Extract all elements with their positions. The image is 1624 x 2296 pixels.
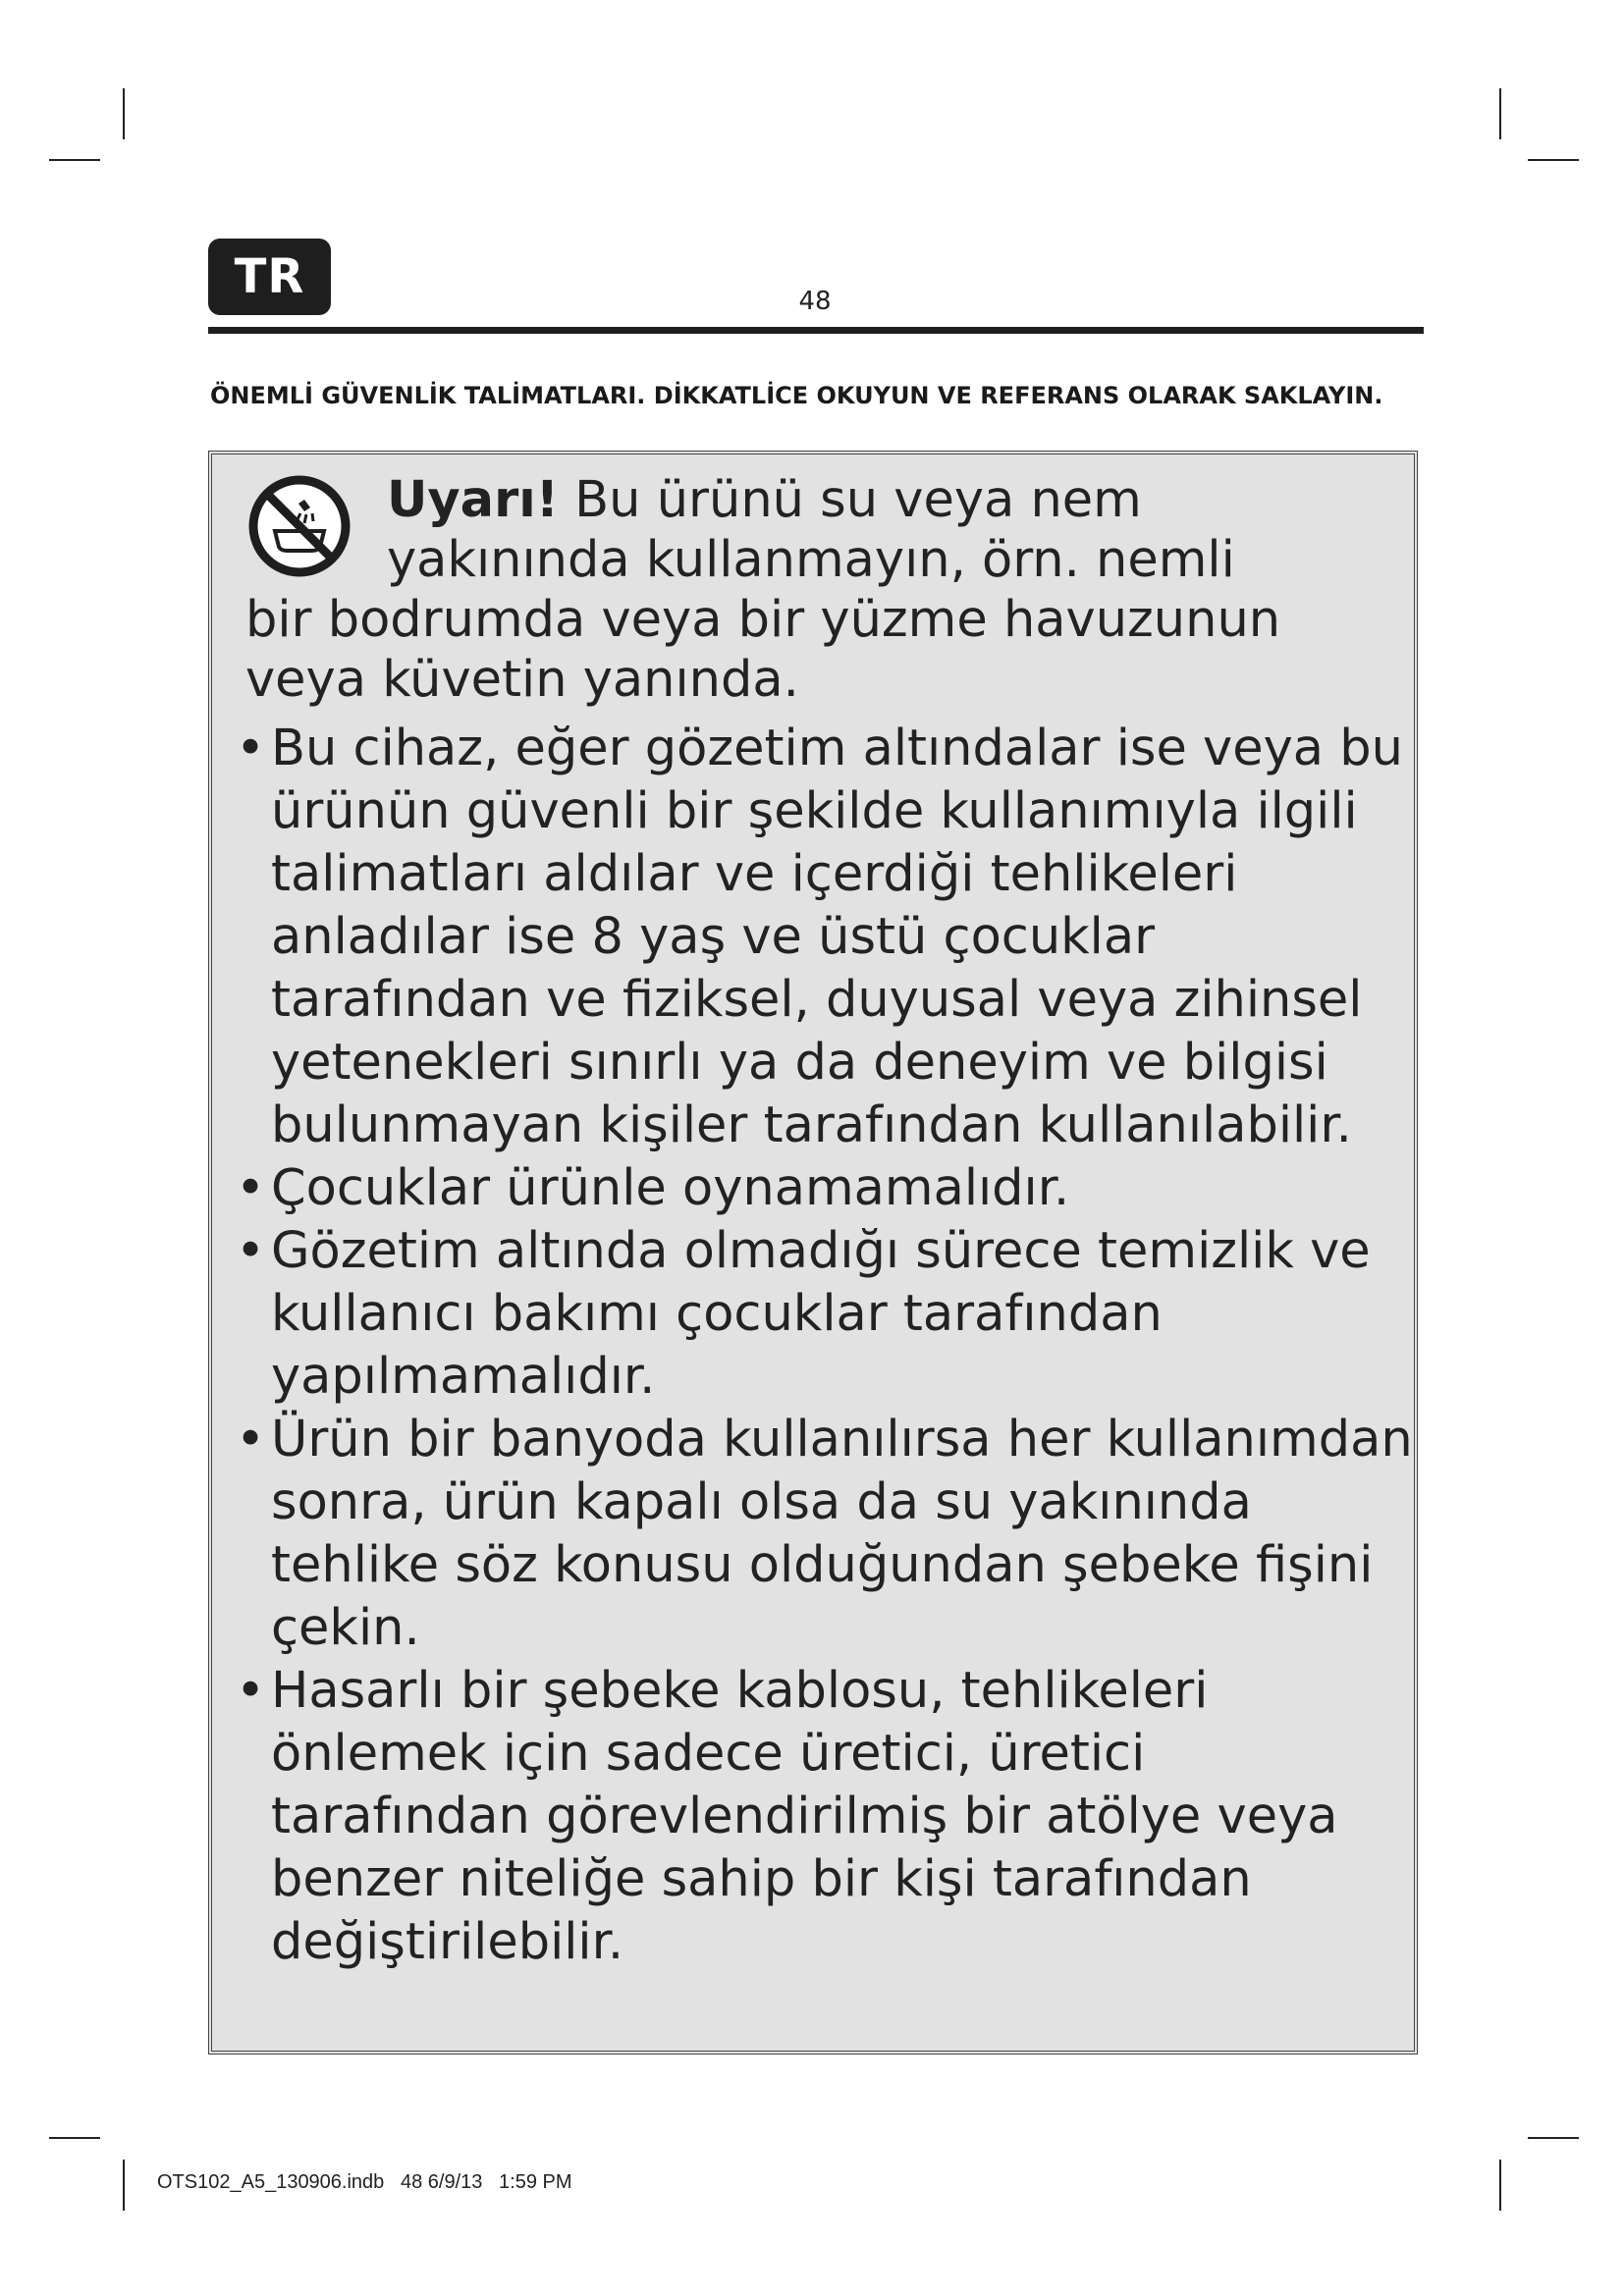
warning-box <box>208 451 1418 2055</box>
crop-mark-top-right-horizontal <box>1528 159 1579 161</box>
crop-mark-bottom-left-horizontal <box>49 2137 100 2139</box>
list-item-text: Çocuklar ürünle oynamamalıdır. <box>271 1159 1070 1217</box>
bullet-marker: • <box>236 720 266 777</box>
crop-mark-bottom-left-vertical <box>123 2160 125 2211</box>
bullet-marker: • <box>236 1222 266 1280</box>
list-item-text: Gözetim altında olmadığı sürece temizlik ve kullanıcı bakımı çocuklar tarafından yapılmamalıdır. <box>271 1222 1371 1406</box>
list-item <box>226 1409 1414 1660</box>
bullet-marker: • <box>236 1662 266 1720</box>
warning-text <box>245 470 1404 710</box>
warning-first-line <box>245 470 1404 530</box>
bullet-marker: • <box>236 1411 266 1468</box>
safety-bullet-list <box>226 718 1414 1974</box>
page-number: 48 <box>798 287 832 316</box>
warning-label: Uyarı! <box>387 471 559 529</box>
list-item <box>226 718 1414 1157</box>
language-badge: TR <box>208 239 331 315</box>
list-item <box>226 1660 1414 1974</box>
list-item-text: Ürün bir banyoda kullanılırsa her kullanımdan sonra, ürün kapalı olsa da su yakınında tehlike söz konusu olduğundan şebeke fişini çekin. <box>271 1411 1413 1657</box>
crop-mark-bottom-right-vertical <box>1499 2160 1501 2211</box>
list-item-text: Hasarlı bir şebeke kablosu, tehlikeleri önlemek için sadece üretici, üretici tarafından görevlendirilmiş bir atölye veya benzer niteliğe sahip bir kişi tarafından değiştirilebilir. <box>271 1662 1338 1971</box>
safety-notice-heading: ÖNEMLİ GÜVENLİK TALİMATLARI. DİKKATLİCE OKUYUN VE REFERANS OLARAK SAKLAYIN. <box>210 382 1383 409</box>
list-item-text: Bu cihaz, eğer gözetim altındalar ise veya bu ürünün güvenli bir şekilde kullanımıyla ilgili talimatları aldılar ve içerdiği tehlikeleri anladılar ise 8 yaş ve üstü çocuklar tarafından ve fiziksel, duyusal veya zihinsel yetenekleri sınırlı ya da deneyim ve bilgisi bulunmayan kişiler tarafından kullanılabilir. <box>271 720 1403 1154</box>
list-item <box>226 1157 1414 1220</box>
crop-mark-top-right-vertical <box>1499 88 1501 139</box>
crop-mark-top-left-vertical <box>123 88 125 139</box>
warning-line1: Bu ürünü su veya nem <box>558 471 1142 529</box>
header-divider <box>208 327 1424 334</box>
print-file-info: OTS102_A5_130906.indb 48 6/9/13 1:59 PM <box>157 2171 572 2193</box>
list-item <box>226 1220 1414 1409</box>
bullet-marker: • <box>236 1159 266 1217</box>
crop-mark-bottom-right-horizontal <box>1528 2137 1579 2139</box>
crop-mark-top-left-horizontal <box>49 159 100 161</box>
warning-rest: bir bodrumda veya bir yüzme havuzunun veya küvetin yanında. <box>245 591 1281 709</box>
warning-line2: yakınında kullanmayın, örn. nemli <box>387 531 1235 589</box>
